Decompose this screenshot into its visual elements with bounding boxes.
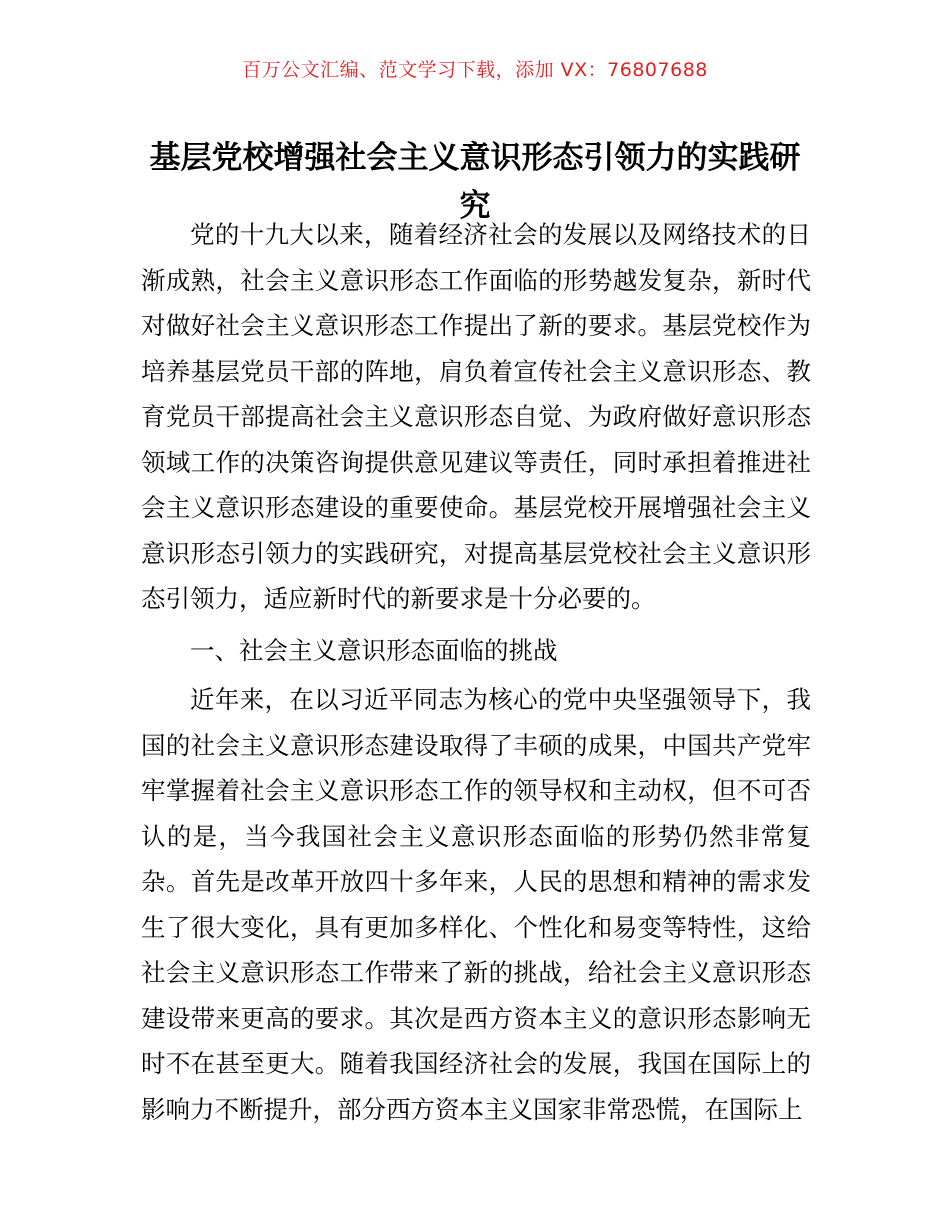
document-title: 基层党校增强社会主义意识形态引领力的实践研究 [149, 139, 801, 224]
section-heading: 一、社会主义意识形态面临的挑战 [190, 635, 558, 665]
section-paragraph: 近年来，在以习近平同志为核心的党中央坚强领导下，我国的社会主义意识形态建设取得了丰硕的成果，中国共产党牢牢掌握着社会主义意识形态工作的领导权和主动权，但不可否认的是，当今我国社会主义意识形态面临的形势仍然非常复杂。首先是改革开放四十多年来，人民的思想和精神的需求发生了很大变化，具有更加多样化、个性化和易变等特性，这给社会主义意识形态工作带来了新的挑战，给社会主义意识形态建设带来更高的要求。其次是西方资本主义的意识形态影响无时不在甚至更大。随着我国经济社会的发展，我国在国际上的影响力不断提升，部分西方资本主义国家非常恐慌，在国际上 [141, 685, 811, 1124]
document-body [141, 212, 811, 1132]
watermark-header-note: 百万公文汇编、范文学习下载，添加 VX：76807688 [242, 59, 708, 81]
intro-paragraph: 党的十九大以来，随着经济社会的发展以及网络技术的日渐成熟，社会主义意识形态工作面临的形势越发复杂，新时代对做好社会主义意识形态工作提出了新的要求。基层党校作为培养基层党员干部的阵地，肩负着宣传社会主义意识形态、教育党员干部提高社会主义意识形态自觉、为政府做好意识形态领域工作的决策咨询提供意见建议等责任，同时承担着推进社会主义意识形态建设的重要使命。基层党校开展增强社会主义意识形态引领力的实践研究，对提高基层党校社会主义意识形态引领力，适应新时代的新要求是十分必要的。 [141, 220, 811, 613]
